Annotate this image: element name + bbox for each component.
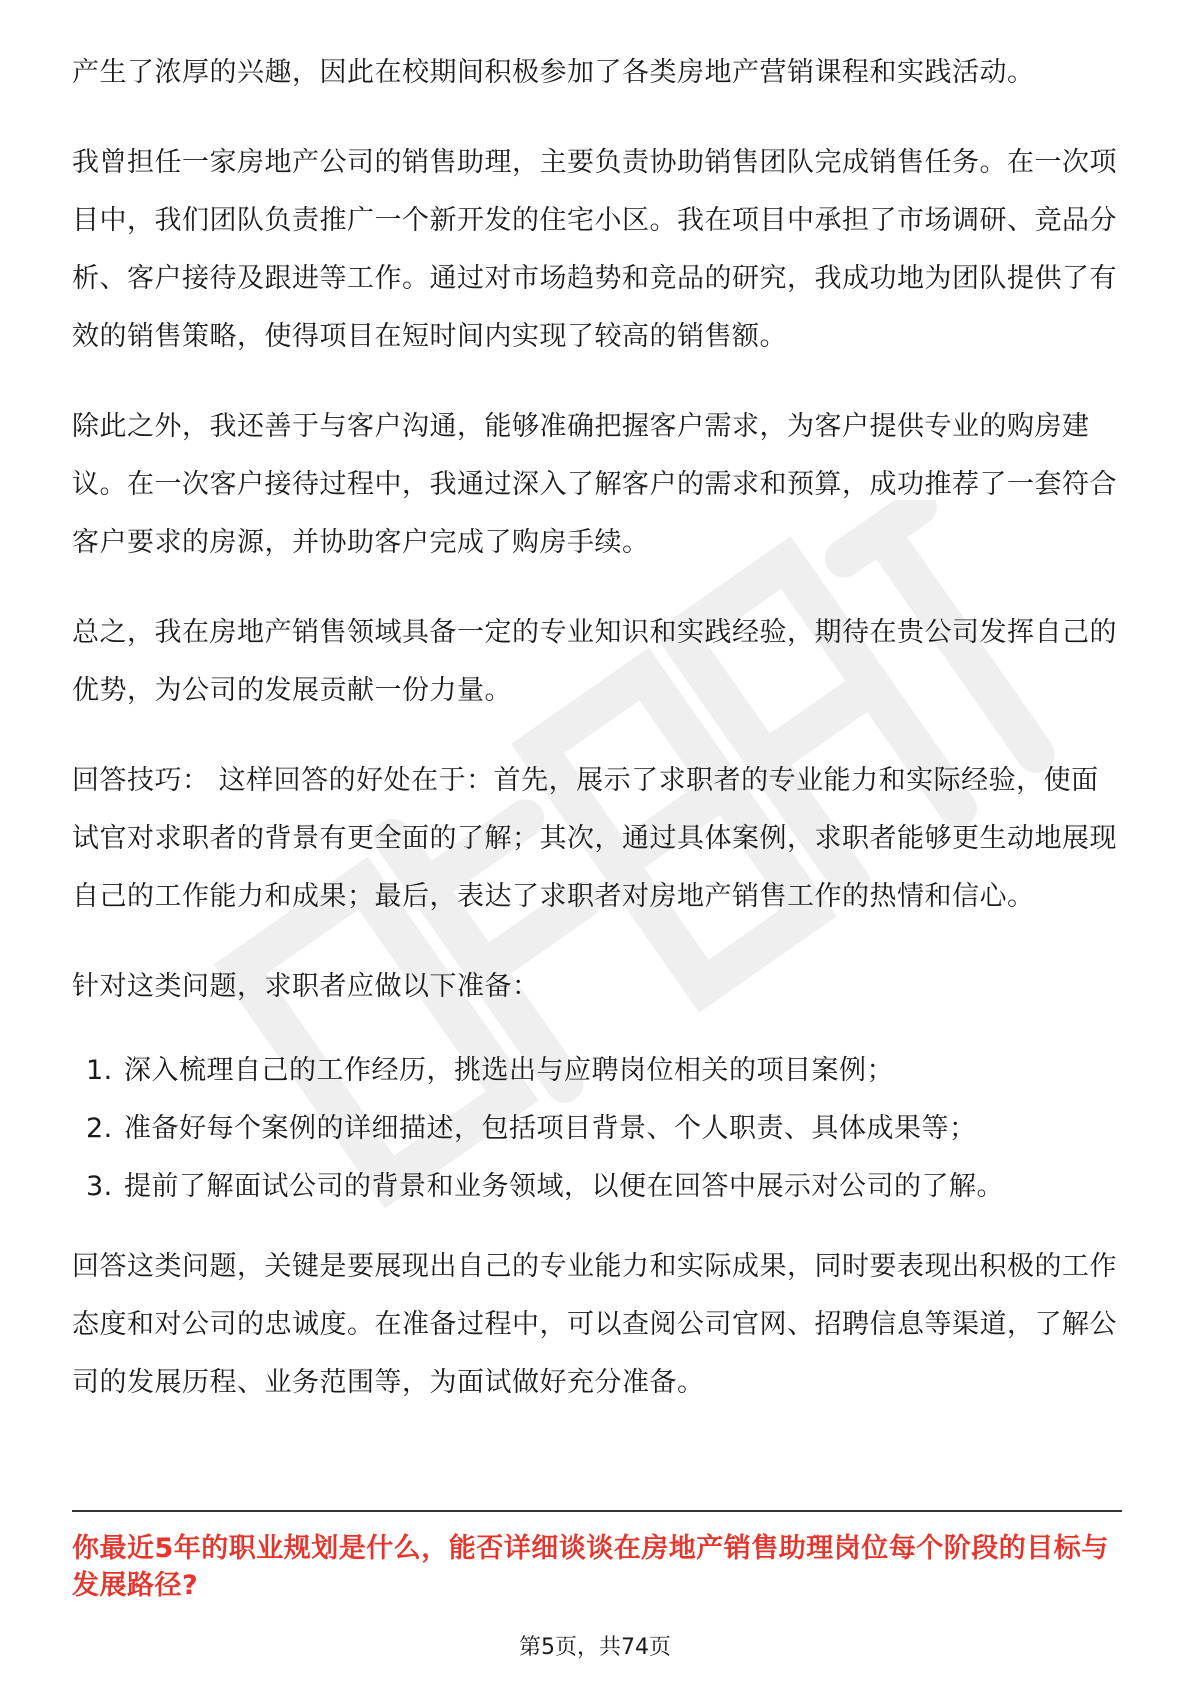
paragraph-communication: 除此之外，我还善于与客户沟通，能够准确把握客户需求，为客户提供专业的购房建议。在一次客户接待过程中，我通过深入了解客户的需求和预算，成功推荐了一套符合客户要求的房源，并协助客户完成了购房手续。 [72,411,1117,558]
paragraph-experience: 我曾担任一家房地产公司的销售助理，主要负责协助销售团队完成销售任务。在一次项目中，我们团队负责推广一个新开发的住宅小区。我在项目中承担了市场调研、竞品分析、客户接待及跟进等工作。通过对市场趋势和竞品的研究，我成功地为团队提供了有效的销售策略，使得项目在短时间内实现了较高的销售额。 [72,147,1117,352]
list-item-text: 准备好每个案例的详细描述，包括项目背景、个人职责、具体成果等； [124,1113,977,1144]
list-item-text: 提前了解面试公司的背景和业务领域，以便在回答中展示对公司的了解。 [124,1171,1004,1202]
paragraph-intro-continuation: 产生了浓厚的兴趣，因此在校期间积极参加了各类房地产营销课程和实践活动。 [72,57,1035,88]
list-item-number: 3. [86,1171,113,1202]
paragraph-prep-intro: 针对这类问题，求职者应做以下准备： [72,971,540,1002]
section-divider [72,1510,1122,1512]
main-content [72,44,1120,1444]
paragraph-answer-tips: 回答技巧： 这样回答的好处在于：首先，展示了求职者的专业能力和实际经验，使面试官对求职者的背景有更全面的了解；其次，通过具体案例，求职者能够更生动地展现自己的工作能力和成果；最后，表达了求职者对房地产销售工作的热情和信心。 [72,765,1117,912]
paragraph-summary: 总之，我在房地产销售领域具备一定的专业知识和实践经验，期待在贵公司发挥自己的优势，为公司的发展贡献一份力量。 [72,617,1117,706]
list-item-text: 深入梳理自己的工作经历，挑选出与应聘岗位相关的项目案例； [124,1055,894,1086]
list-item [72,1042,1120,1100]
list-item-number: 1. [86,1055,113,1086]
page-number-footer: 第5页，共74页 [519,1635,671,1660]
list-item-number: 2. [86,1113,113,1144]
list-item [72,1158,1120,1216]
next-question-heading: 你最近5年的职业规划是什么，能否详细谈谈在房地产销售助理岗位每个阶段的目标与发展路径? [72,1533,1109,1601]
paragraph-closing: 回答这类问题，关键是要展现出自己的专业能力和实际成果，同时要表现出积极的工作态度和对公司的忠诚度。在准备过程中，可以查阅公司官网、招聘信息等渠道，了解公司的发展历程、业务范围等，为面试做好充分准备。 [72,1251,1117,1398]
list-item [72,1100,1120,1158]
preparation-list [72,1042,1120,1216]
